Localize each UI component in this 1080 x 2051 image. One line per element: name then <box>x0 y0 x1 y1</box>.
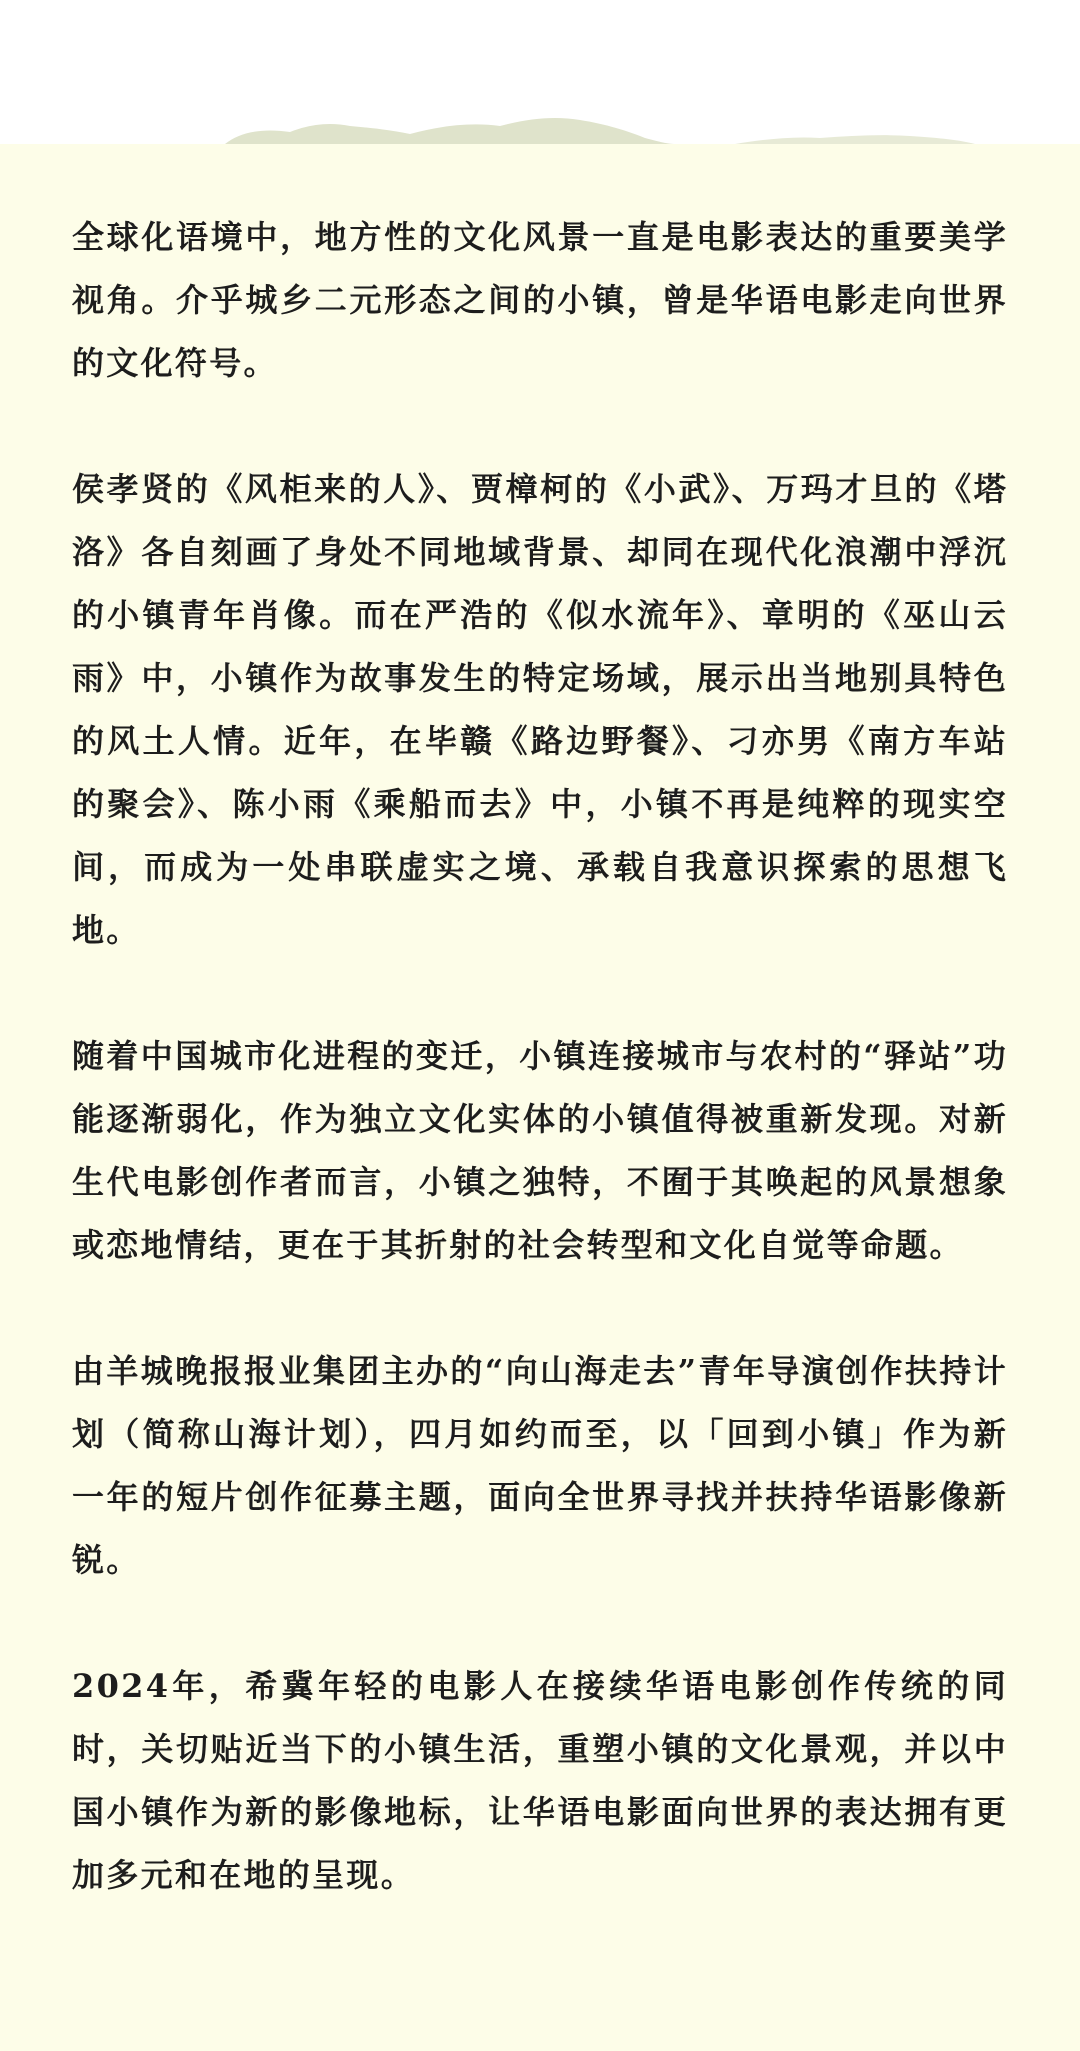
article-body <box>72 206 1008 1907</box>
paragraph-3: 随着中国城市化进程的变迁，小镇连接城市与农村的“驿站”功能逐渐弱化，作为独立文化实体的小镇值得被重新发现。对新生代电影创作者而言，小镇之独特，不囿于其唤起的风景想象或恋地情结，更在于其折射的社会转型和文化自觉等命题。 <box>72 1037 1008 1264</box>
paragraph-5: 2024年，希冀年轻的电影人在接续华语电影创作传统的同时，关切贴近当下的小镇生活，重塑小镇的文化景观，并以中国小镇作为新的影像地标，让华语电影面向世界的表达拥有更加多元和在地的呈现。 <box>72 1667 1008 1894</box>
paragraph-2: 侯孝贤的《风柜来的人》、贾樟柯的《小武》、万玛才旦的《塔洛》各自刻画了身处不同地域背景、却同在现代化浪潮中浮沉的小镇青年肖像。而在严浩的《似水流年》、章明的《巫山云雨》中，小镇作为故事发生的特定场域，展示出当地别具特色的风土人情。近年，在毕赣《路边野餐》、刁亦男《南方车站的聚会》、陈小雨《乘船而去》中，小镇不再是纯粹的现实空间，而成为一处串联虚实之境、承载自我意识探索的思想飞地。 <box>72 470 1008 949</box>
mountain-silhouette-icon <box>0 110 1080 150</box>
paragraph-1: 全球化语境中，地方性的文化风景一直是电影表达的重要美学视角。介乎城乡二元形态之间的小镇，曾是华语电影走向世界的文化符号。 <box>72 218 1008 382</box>
paragraph-4: 由羊城晚报报业集团主办的“向山海走去”青年导演创作扶持计划（简称山海计划），四月如约而至，以「回到小镇」作为新一年的短片创作征募主题，面向全世界寻找并扶持华语影像新锐。 <box>72 1352 1008 1579</box>
